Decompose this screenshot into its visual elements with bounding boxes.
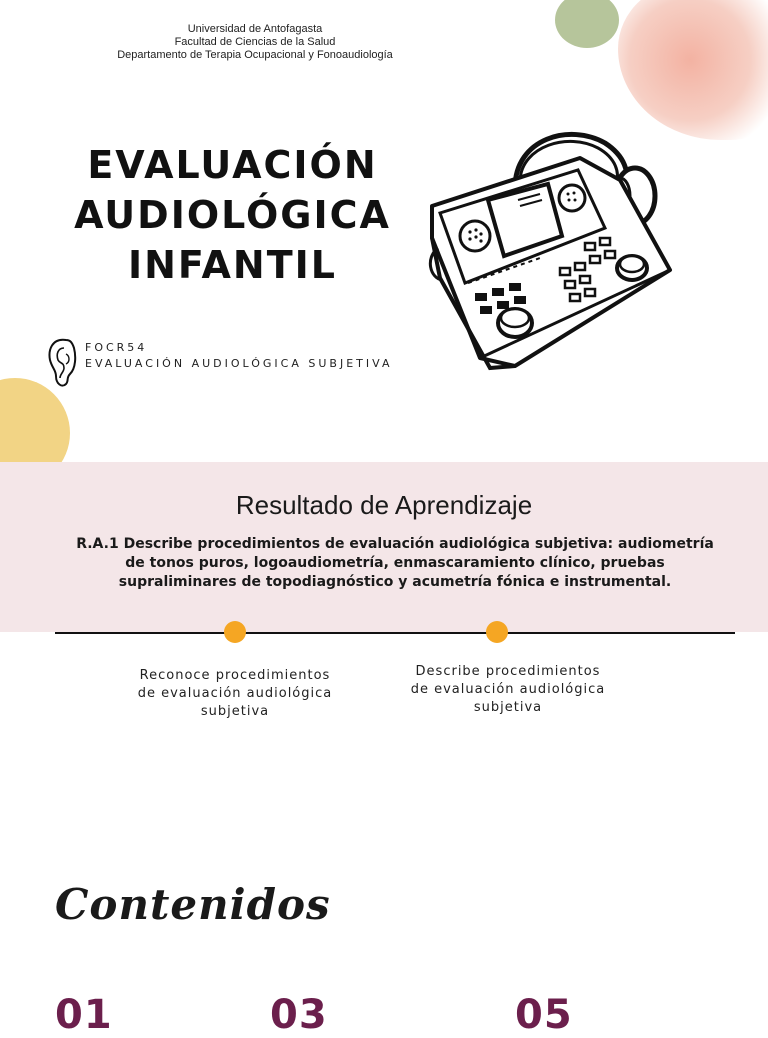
course-info bbox=[85, 340, 392, 372]
course-code: FOCR54 bbox=[85, 341, 148, 354]
timeline-dot bbox=[224, 621, 246, 643]
timeline-step: Reconoce procedimientos de evaluación audiológica subjetiva bbox=[137, 668, 333, 719]
timeline-dot bbox=[486, 621, 508, 643]
title-line: EVALUACIÓN bbox=[87, 143, 378, 187]
content-number: 01 bbox=[55, 992, 113, 1038]
institution-line: Universidad de Antofagasta bbox=[187, 23, 323, 35]
decorative-green-blob bbox=[555, 0, 619, 48]
timeline-line bbox=[55, 632, 735, 634]
title-line: AUDIOLÓGICA bbox=[74, 193, 391, 237]
learning-outcome-text: R.A.1 Describe procedimientos de evaluación audiológica subjetiva: audiometría de tonos puros, logoaudiometría, enmascaramiento clínico, pruebas supraliminares de topodiagnóstico y acumetría fónica e instrumental. bbox=[76, 536, 714, 590]
content-number: 03 bbox=[270, 992, 328, 1038]
ear-icon bbox=[44, 336, 78, 390]
course-name: EVALUACIÓN AUDIOLÓGICA SUBJETIVA bbox=[85, 357, 393, 370]
institution-line: Facultad de Ciencias de la Salud bbox=[174, 36, 336, 48]
institution-line: Departamento de Terapia Ocupacional y Fonoaudiología bbox=[117, 49, 393, 61]
learning-outcome-heading: Resultado de Aprendizaje bbox=[235, 490, 533, 520]
title-line: INFANTIL bbox=[127, 243, 338, 287]
audiometer-illustration bbox=[420, 118, 680, 373]
page-title bbox=[60, 140, 405, 290]
contents-heading: Contenidos bbox=[55, 880, 331, 929]
content-number: 05 bbox=[515, 992, 573, 1038]
institution-header bbox=[0, 23, 510, 62]
timeline-step: Describe procedimientos de evaluación audiológica subjetiva bbox=[410, 664, 606, 715]
